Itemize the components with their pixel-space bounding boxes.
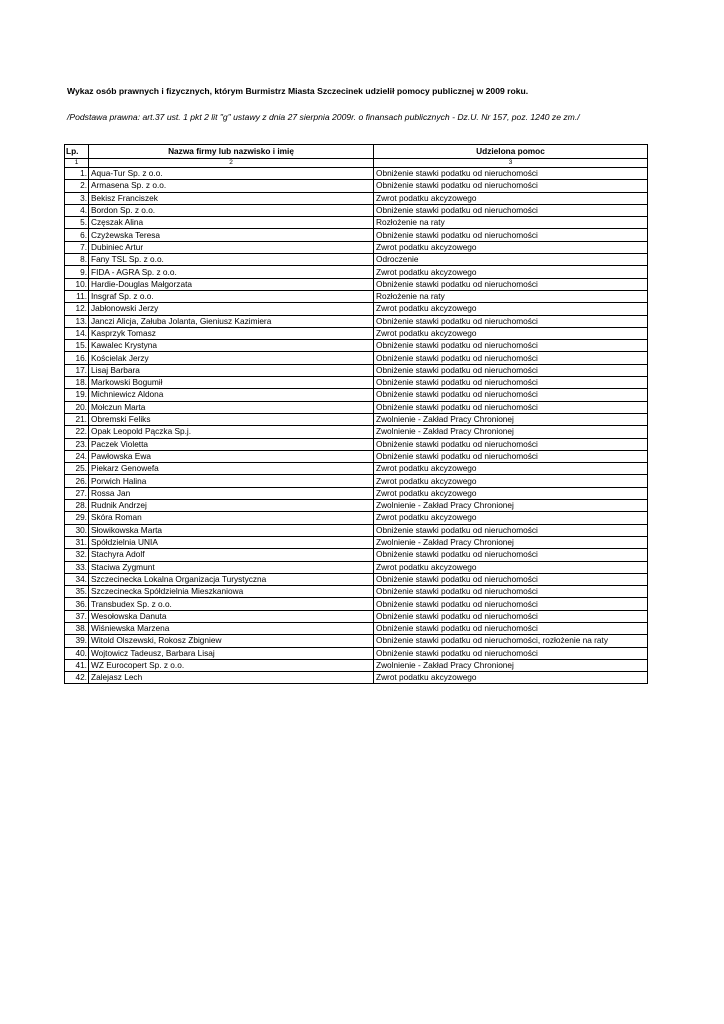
table-row [65, 586, 648, 598]
recipient-name: Bekisz Franciszek [89, 192, 374, 204]
recipient-name: Staciwa Zygmunt [89, 561, 374, 573]
recipient-name: FIDA - AGRA Sp. z o.o. [89, 266, 374, 278]
table-row [65, 180, 648, 192]
aid-type: Zwrot podatku akcyzowego [374, 463, 648, 475]
recipient-name: Wesołowska Danuta [89, 610, 374, 622]
recipient-name: Kościelak Jerzy [89, 352, 374, 364]
recipient-name: Kasprzyk Tomasz [89, 327, 374, 339]
row-number: 41. [65, 659, 89, 671]
aid-type: Zwrot podatku akcyzowego [374, 266, 648, 278]
row-number: 35. [65, 586, 89, 598]
table-row [65, 672, 648, 684]
row-number: 9. [65, 266, 89, 278]
table-row [65, 561, 648, 573]
aid-type: Obniżenie stawki podatku od nieruchomości [374, 315, 648, 327]
recipient-name: Mołczun Marta [89, 401, 374, 413]
table-row [65, 512, 648, 524]
aid-type: Obniżenie stawki podatku od nieruchomości [374, 622, 648, 634]
table-row [65, 524, 648, 536]
aid-type: Obniżenie stawki podatku od nieruchomości [374, 573, 648, 585]
table-row [65, 536, 648, 548]
aid-type: Zwolnienie - Zakład Pracy Chronionej [374, 413, 648, 425]
row-number: 33. [65, 561, 89, 573]
recipient-name: Dubiniec Artur [89, 241, 374, 253]
table-row [65, 635, 648, 647]
column-number: 3 [374, 159, 648, 168]
aid-type: Zwolnienie - Zakład Pracy Chronionej [374, 426, 648, 438]
table-row [65, 450, 648, 462]
row-number: 27. [65, 487, 89, 499]
aid-type: Rozłożenie na raty [374, 290, 648, 302]
row-number: 13. [65, 315, 89, 327]
row-number: 22. [65, 426, 89, 438]
table-row [65, 168, 648, 180]
table-row [65, 303, 648, 315]
row-number: 2. [65, 180, 89, 192]
table-row [65, 229, 648, 241]
aid-type: Obniżenie stawki podatku od nieruchomości [374, 204, 648, 216]
recipient-name: Markowski Bogumił [89, 377, 374, 389]
row-number: 20. [65, 401, 89, 413]
recipient-name: Częszak Alina [89, 217, 374, 229]
row-number: 29. [65, 512, 89, 524]
aid-type: Obniżenie stawki podatku od nieruchomości [374, 598, 648, 610]
legal-basis: /Podstawa prawna: art.37 ust. 1 pkt 2 lit "g" ustawy z dnia 27 sierpnia 2009r. o finansach publicznych - Dz.U. Nr 157, poz. 1240 ze zm./ [67, 112, 580, 122]
recipient-name: Szczecinecka Lokalna Organizacja Turystyczna [89, 573, 374, 585]
row-number: 3. [65, 192, 89, 204]
aid-type: Zwrot podatku akcyzowego [374, 487, 648, 499]
recipient-name: Skóra Roman [89, 512, 374, 524]
recipient-name: Witold Olszewski, Rokosz Zbigniew [89, 635, 374, 647]
recipient-name: Paczek Violetta [89, 438, 374, 450]
recipient-name: Kawalec Krystyna [89, 340, 374, 352]
aid-type: Obniżenie stawki podatku od nieruchomości [374, 549, 648, 561]
aid-type: Zwrot podatku akcyzowego [374, 241, 648, 253]
row-number: 38. [65, 622, 89, 634]
table-row [65, 278, 648, 290]
aid-type: Zwrot podatku akcyzowego [374, 303, 648, 315]
table-row [65, 487, 648, 499]
table-row [65, 426, 648, 438]
recipient-name: Czyżewska Teresa [89, 229, 374, 241]
aid-type: Obniżenie stawki podatku od nieruchomości [374, 168, 648, 180]
aid-type: Zwrot podatku akcyzowego [374, 512, 648, 524]
row-number: 28. [65, 500, 89, 512]
recipient-name: Spółdzielnia UNIA [89, 536, 374, 548]
recipient-name: Armasena Sp. z o.o. [89, 180, 374, 192]
table-row [65, 192, 648, 204]
recipient-name: Słowikowska Marta [89, 524, 374, 536]
row-number: 18. [65, 377, 89, 389]
row-number: 4. [65, 204, 89, 216]
aid-type: Zwrot podatku akcyzowego [374, 327, 648, 339]
table-row [65, 241, 648, 253]
row-number: 26. [65, 475, 89, 487]
table-row [65, 290, 648, 302]
row-number: 30. [65, 524, 89, 536]
recipient-name: Hardie-Douglas Małgorzata [89, 278, 374, 290]
aid-type: Obniżenie stawki podatku od nieruchomości [374, 450, 648, 462]
column-number: 2 [89, 159, 374, 168]
aid-type: Obniżenie stawki podatku od nieruchomości [374, 389, 648, 401]
row-number: 17. [65, 364, 89, 376]
table-row [65, 598, 648, 610]
table-row [65, 327, 648, 339]
aid-type: Obniżenie stawki podatku od nieruchomości [374, 438, 648, 450]
row-number: 11. [65, 290, 89, 302]
document-title: Wykaz osób prawnych i fizycznych, którym Burmistrz Miasta Szczecinek udzielił pomocy publicznej w 2009 roku. [67, 86, 529, 96]
table-row [65, 438, 648, 450]
aid-type: Obniżenie stawki podatku od nieruchomości [374, 610, 648, 622]
row-number: 31. [65, 536, 89, 548]
table-row [65, 413, 648, 425]
aid-type: Obniżenie stawki podatku od nieruchomości [374, 352, 648, 364]
recipient-name: WZ Eurocopert Sp. z o.o. [89, 659, 374, 671]
table-row [65, 377, 648, 389]
recipient-name: Szczecinecka Spółdzielnia Mieszkaniowa [89, 586, 374, 598]
aid-type: Obniżenie stawki podatku od nieruchomości [374, 586, 648, 598]
aid-type: Obniżenie stawki podatku od nieruchomości, rozłożenie na raty [374, 635, 648, 647]
row-number: 21. [65, 413, 89, 425]
recipient-name: Rossa Jan [89, 487, 374, 499]
table-row [65, 463, 648, 475]
row-number: 16. [65, 352, 89, 364]
table-row [65, 622, 648, 634]
row-number: 14. [65, 327, 89, 339]
aid-type: Obniżenie stawki podatku od nieruchomości [374, 647, 648, 659]
table-row [65, 204, 648, 216]
column-number: 1 [65, 159, 89, 168]
row-number: 12. [65, 303, 89, 315]
recipient-name: Opak Leopold Pączka Sp.j. [89, 426, 374, 438]
table-row [65, 610, 648, 622]
row-number: 37. [65, 610, 89, 622]
table-row [65, 352, 648, 364]
row-number: 5. [65, 217, 89, 229]
aid-type: Zwolnienie - Zakład Pracy Chronionej [374, 500, 648, 512]
column-number-row [65, 159, 648, 168]
row-number: 40. [65, 647, 89, 659]
row-number: 24. [65, 450, 89, 462]
aid-type: Obniżenie stawki podatku od nieruchomości [374, 377, 648, 389]
recipient-name: Piekarz Genowefa [89, 463, 374, 475]
aid-type: Zwolnienie - Zakład Pracy Chronionej [374, 659, 648, 671]
row-number: 8. [65, 254, 89, 266]
header-lp: Lp. [65, 145, 89, 159]
row-number: 7. [65, 241, 89, 253]
table-row [65, 500, 648, 512]
table-row [65, 659, 648, 671]
aid-type: Obniżenie stawki podatku od nieruchomości [374, 524, 648, 536]
aid-type: Obniżenie stawki podatku od nieruchomości [374, 401, 648, 413]
aid-type: Zwolnienie - Zakład Pracy Chronionej [374, 536, 648, 548]
aid-type: Obniżenie stawki podatku od nieruchomości [374, 364, 648, 376]
recipient-name: Zalejasz Lech [89, 672, 374, 684]
header-name: Nazwa firmy lub nazwisko i imię [89, 145, 374, 159]
aid-type: Rozłożenie na raty [374, 217, 648, 229]
recipient-name: Insgraf Sp. z o.o. [89, 290, 374, 302]
table-row [65, 401, 648, 413]
aid-type: Odroczenie [374, 254, 648, 266]
row-number: 23. [65, 438, 89, 450]
aid-type: Zwrot podatku akcyzowego [374, 192, 648, 204]
aid-type: Obniżenie stawki podatku od nieruchomości [374, 278, 648, 290]
row-number: 10. [65, 278, 89, 290]
row-number: 39. [65, 635, 89, 647]
recipient-name: Michniewicz Aldona [89, 389, 374, 401]
table-row [65, 647, 648, 659]
table-row [65, 573, 648, 585]
recipient-name: Rudnik Andrzej [89, 500, 374, 512]
table-row [65, 549, 648, 561]
recipient-name: Bordon Sp. z o.o. [89, 204, 374, 216]
recipient-name: Transbudex Sp. z o.o. [89, 598, 374, 610]
recipient-name: Wojtowicz Tadeusz, Barbara Lisaj [89, 647, 374, 659]
table-row [65, 340, 648, 352]
recipient-name: Fany TSL Sp. z o.o. [89, 254, 374, 266]
recipient-name: Stachyra Adolf [89, 549, 374, 561]
aid-recipients-table [64, 144, 648, 684]
recipient-name: Porwich Halina [89, 475, 374, 487]
aid-type: Obniżenie stawki podatku od nieruchomości [374, 340, 648, 352]
table-row [65, 389, 648, 401]
aid-type: Zwrot podatku akcyzowego [374, 475, 648, 487]
table-row [65, 217, 648, 229]
table-row [65, 364, 648, 376]
recipient-name: Janczi Alicja, Załuba Jolanta, Gieniusz Kazimiera [89, 315, 374, 327]
aid-type: Obniżenie stawki podatku od nieruchomości [374, 229, 648, 241]
aid-type: Zwrot podatku akcyzowego [374, 672, 648, 684]
aid-type: Obniżenie stawki podatku od nieruchomości [374, 180, 648, 192]
recipient-name: Aqua-Tur Sp. z o.o. [89, 168, 374, 180]
row-number: 42. [65, 672, 89, 684]
recipient-name: Wiśniewska Marzena [89, 622, 374, 634]
row-number: 1. [65, 168, 89, 180]
table-row [65, 254, 648, 266]
row-number: 6. [65, 229, 89, 241]
table-body [65, 168, 648, 684]
row-number: 36. [65, 598, 89, 610]
row-number: 25. [65, 463, 89, 475]
recipient-name: Jabłonowski Jerzy [89, 303, 374, 315]
row-number: 15. [65, 340, 89, 352]
table-row [65, 475, 648, 487]
aid-type: Zwrot podatku akcyzowego [374, 561, 648, 573]
table-row [65, 315, 648, 327]
row-number: 34. [65, 573, 89, 585]
row-number: 19. [65, 389, 89, 401]
recipient-name: Obremski Feliks [89, 413, 374, 425]
table-header-row [65, 145, 648, 159]
recipient-name: Pawłowska Ewa [89, 450, 374, 462]
table-row [65, 266, 648, 278]
row-number: 32. [65, 549, 89, 561]
header-aid: Udzielona pomoc [374, 145, 648, 159]
recipient-name: Lisaj Barbara [89, 364, 374, 376]
